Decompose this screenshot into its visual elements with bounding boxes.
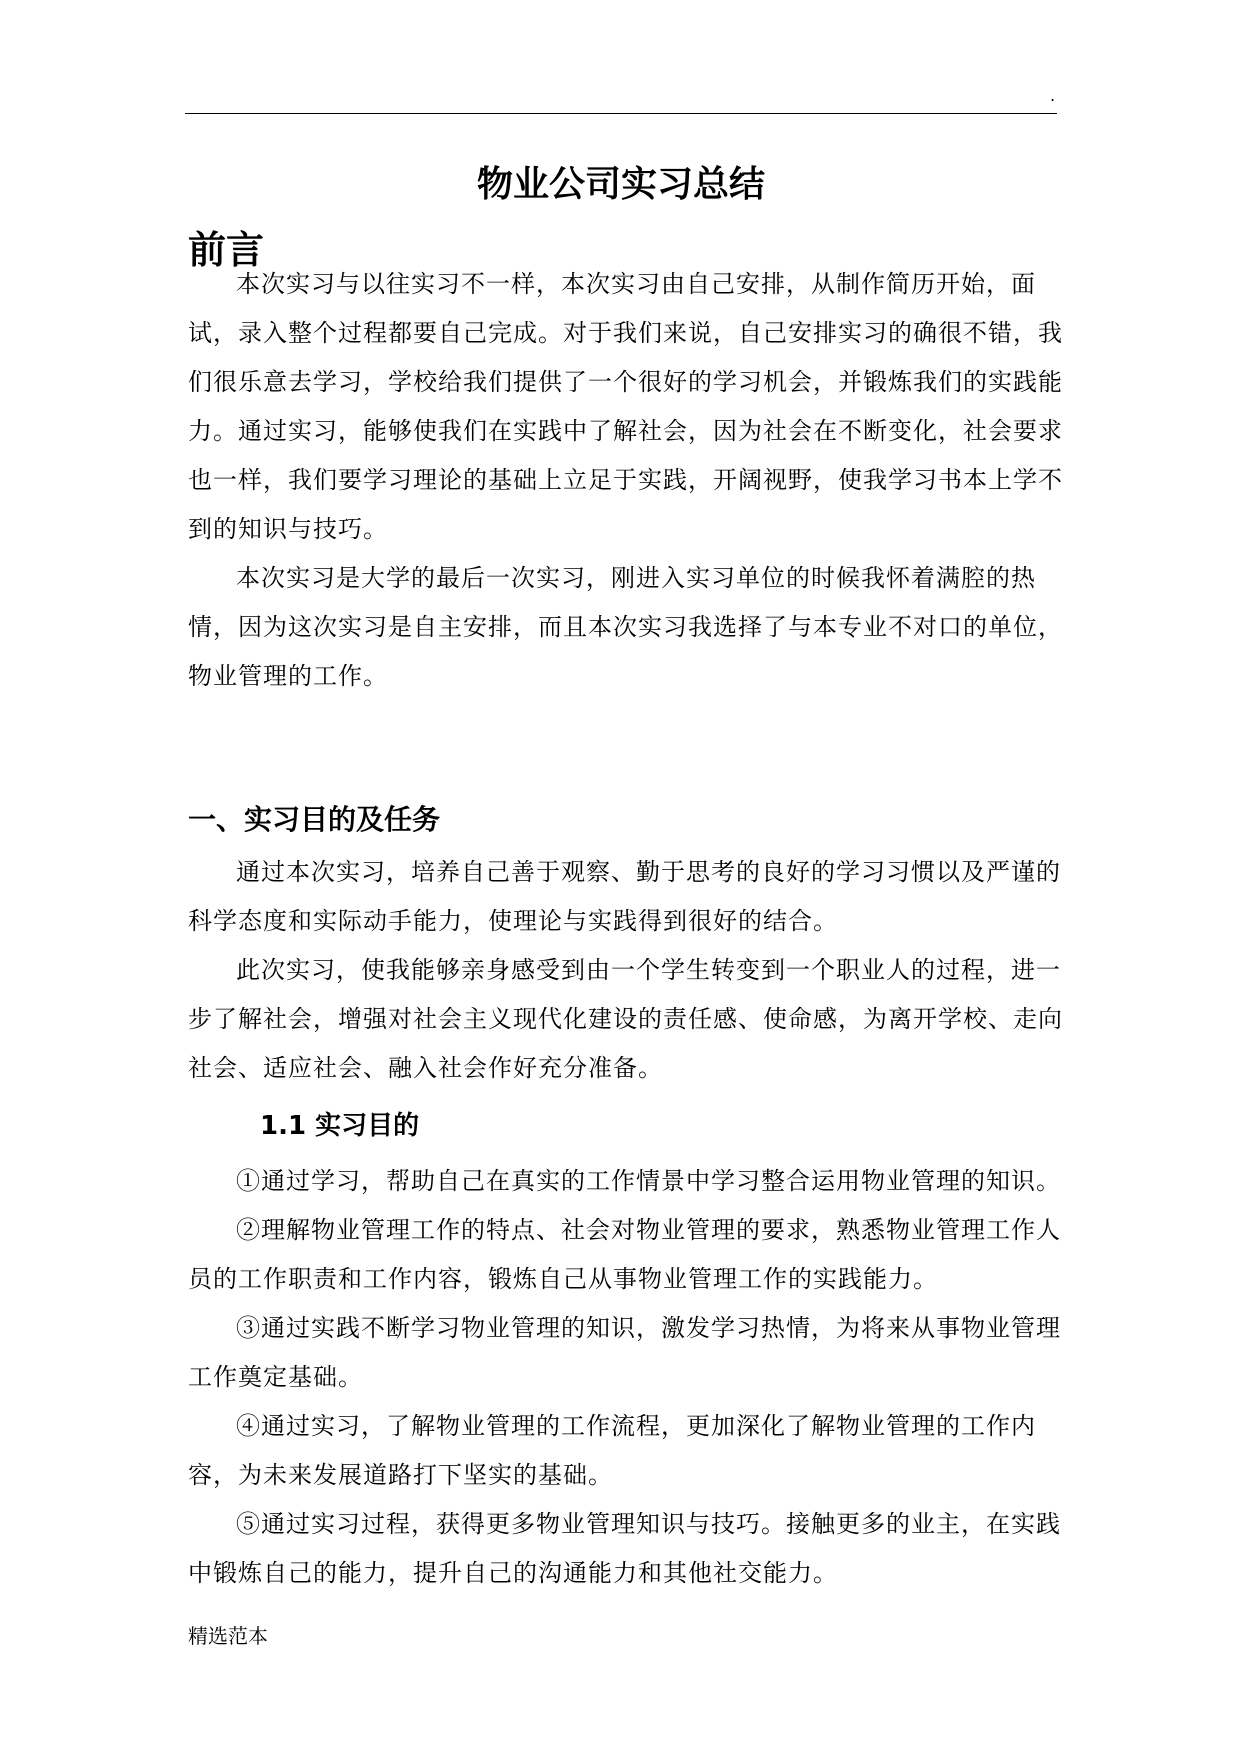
subsection-heading: 1.1 实习目的 [260, 1111, 420, 1141]
section-paragraph: 此次实习，使我能够亲身感受到由一个学生转变到一个职业人的过程，进一步了解社会，增强对社会主义现代化建设的责任感、使命感，为离开学校、走向社会、适应社会、融入社会作好充分准备。 [188, 956, 1063, 1082]
document-title: 物业公司实习总结 [476, 164, 765, 205]
preface-body [188, 260, 1068, 701]
header-rule [185, 113, 1057, 114]
section-paragraph: 通过本次实习，培养自己善于观察、勤于思考的良好的学习习惯以及严谨的科学态度和实际动手能力，使理论与实践得到很好的结合。 [188, 858, 1061, 935]
list-item: ③通过实践不断学习物业管理的知识，激发学习热情，为将来从事物业管理工作奠定基础。 [188, 1314, 1061, 1391]
section-heading: 一、实习目的及任务 [188, 803, 441, 836]
list-item: ①通过学习，帮助自己在真实的工作情景中学习整合运用物业管理的知识。 [236, 1167, 1061, 1195]
footer-label: 精选范本 [188, 1624, 268, 1648]
subsection-body [188, 1157, 1068, 1598]
header-mark: . [1050, 86, 1056, 105]
preface-paragraph: 本次实习是大学的最后一次实习，刚进入实习单位的时候我怀着满腔的热情，因为这次实习是自主安排，而且本次实习我选择了与本专业不对口的单位，物业管理的工作。 [188, 564, 1063, 690]
list-item: ④通过实习，了解物业管理的工作流程，更加深化了解物业管理的工作内容，为未来发展道路打下坚实的基础。 [188, 1412, 1036, 1489]
list-item: ⑤通过实习过程，获得更多物业管理知识与技巧。接触更多的业主，在实践中锻炼自己的能力，提升自己的沟通能力和其他社交能力。 [188, 1510, 1061, 1587]
preface-paragraph: 本次实习与以往实习不一样，本次实习由自己安排，从制作简历开始，面试，录入整个过程都要自己完成。对于我们来说，自己安排实习的确很不错，我们很乐意去学习，学校给我们提供了一个很好的学习机会，并锻炼我们的实践能力。通过实习，能够使我们在实践中了解社会，因为社会在不断变化，社会要求也一样，我们要学习理论的基础上立足于实践，开阔视野，使我学习书本上学不到的知识与技巧。 [188, 270, 1063, 543]
list-item: ②理解物业管理工作的特点、社会对物业管理的要求，熟悉物业管理工作人员的工作职责和工作内容，锻炼自己从事物业管理工作的实践能力。 [188, 1216, 1061, 1293]
section-body [188, 848, 1068, 1093]
preface-heading: 前言 [188, 228, 265, 272]
